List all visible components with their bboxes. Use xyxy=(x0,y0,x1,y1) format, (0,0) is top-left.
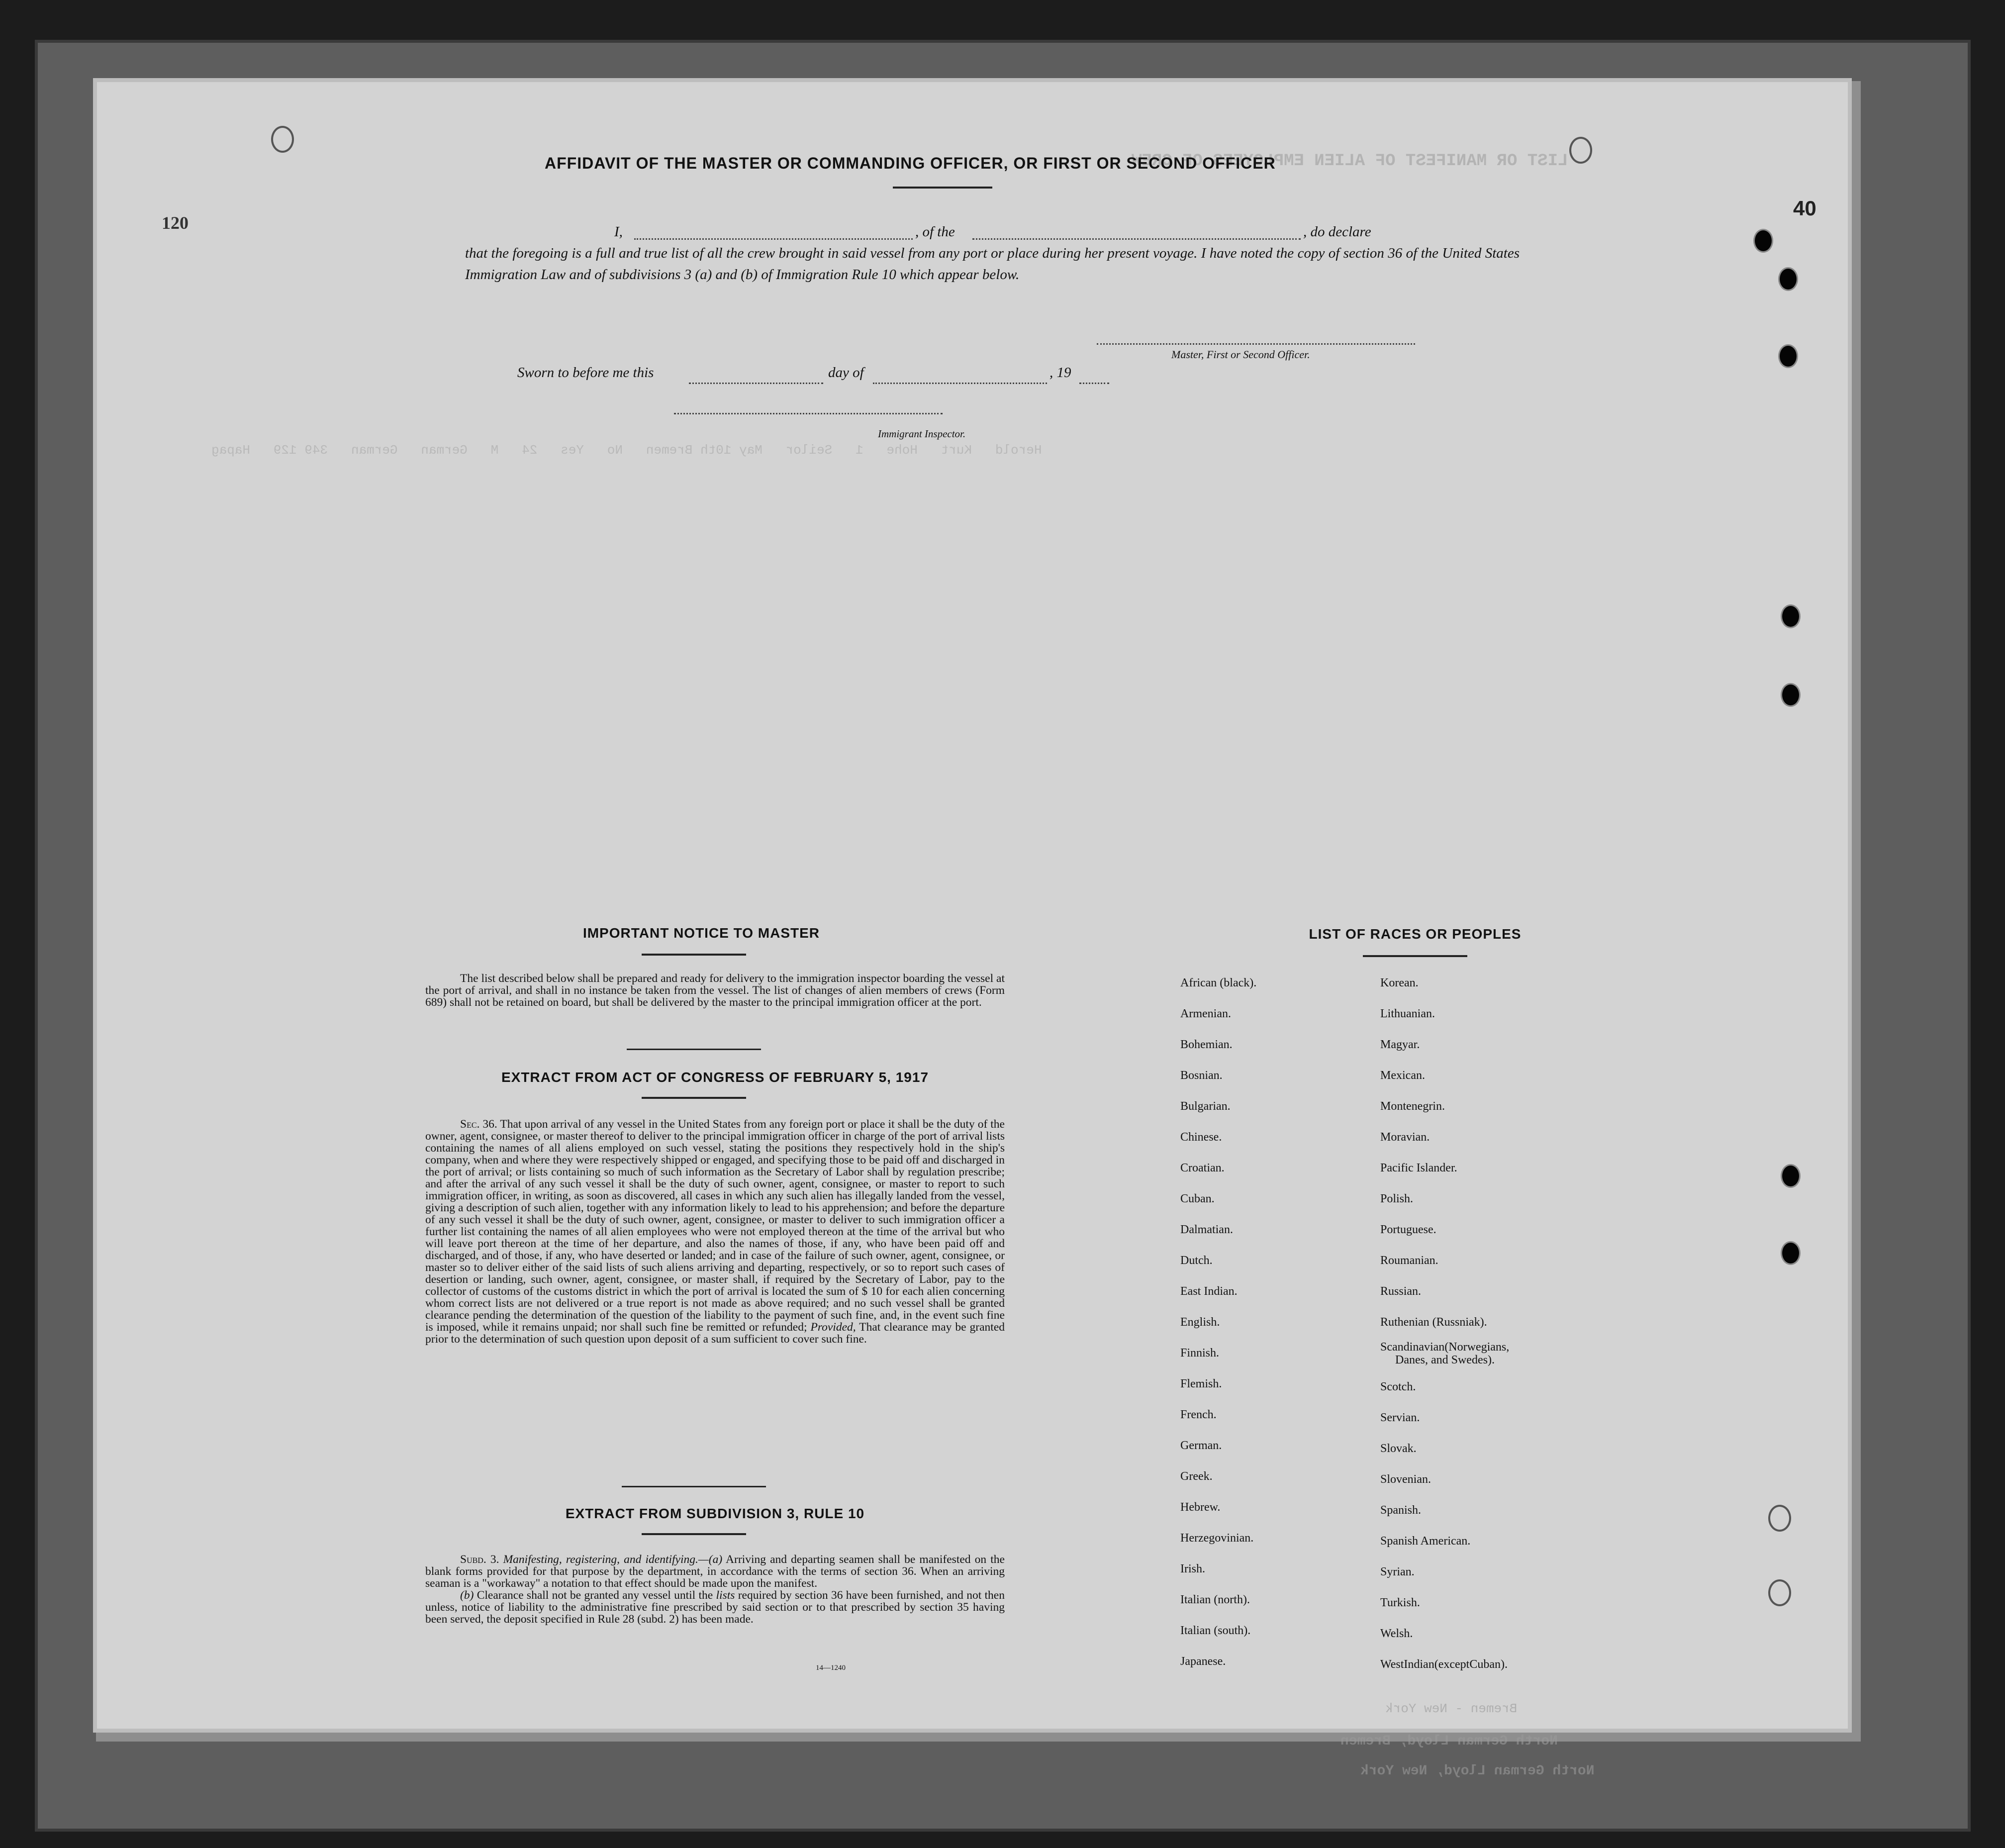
race-item: Japanese. xyxy=(1180,1655,1226,1668)
i-label: I, xyxy=(614,224,623,240)
form-number: 14—1240 xyxy=(816,1664,846,1672)
sworn-label: Sworn to before me this xyxy=(517,365,654,381)
binder-hole xyxy=(1753,229,1773,253)
bleed-through-bottom-1: Bremen - New York xyxy=(1385,1701,1518,1716)
binder-hole xyxy=(1781,604,1801,628)
race-item: Montenegrin. xyxy=(1380,1100,1445,1113)
race-item: German. xyxy=(1180,1439,1222,1452)
race-item: Magyar. xyxy=(1380,1038,1420,1051)
races-right-column xyxy=(1380,968,1509,1680)
race-item: Moravian. xyxy=(1380,1131,1430,1144)
race-item: Bulgarian. xyxy=(1180,1100,1231,1113)
master-signature-line[interactable] xyxy=(1097,343,1415,345)
inspector-signature-line[interactable] xyxy=(674,413,943,414)
race-item: Spanish. xyxy=(1380,1504,1422,1517)
race-item: Korean. xyxy=(1380,976,1419,989)
race-item: Bosnian. xyxy=(1180,1069,1223,1082)
paragraph-b-end: required by section 36 have been furnished, and not then unless, notice of liability to the administrative fine prescribed by said section or to that prescribed by section 35 having been served, the deposit specified in Rule 28 (subd. 2) has been made. xyxy=(425,1589,1005,1626)
race-item: Mexican. xyxy=(1380,1069,1425,1082)
name-field[interactable] xyxy=(634,238,913,240)
paragraph-b-start: Clearance shall not be granted any vessel until the xyxy=(477,1589,713,1602)
bleed-through-row: Herold Kurt Hohe 1 Seilor May 10th Bremen No Yes 24 M German German 349 129 Hapag xyxy=(211,443,1042,458)
race-item-line: Scandinavian(Norwegians, xyxy=(1380,1341,1510,1354)
race-item: Slovenian. xyxy=(1380,1473,1431,1486)
race-item: Spanish American. xyxy=(1380,1535,1471,1548)
race-item: English. xyxy=(1180,1316,1220,1329)
bleed-through-bottom-3: North German Lloyd, New York xyxy=(1360,1763,1595,1779)
master-signature-label: Master, First or Second Officer. xyxy=(1171,348,1310,361)
act-divider xyxy=(642,1097,746,1099)
race-item: Finnish. xyxy=(1180,1347,1220,1360)
race-item: Scotch. xyxy=(1380,1380,1416,1393)
race-item: Portuguese. xyxy=(1380,1223,1436,1236)
margin-number-left: 120 xyxy=(162,213,189,233)
rule-extract-body xyxy=(425,1554,1005,1625)
affidavit-body: that the foregoing is a full and true list of all the crew brought in said vessel from any port or place during her present voyage. I have noted the copy of section 36 of the United States Immigration Law and of subdivisions 3 (a) and (b) of Immigration Rule 10 which appear below. xyxy=(465,245,1520,283)
section-36-closing: That clearance may be granted prior to the determination of such question upon deposit of a sum sufficient to cover such fine. xyxy=(425,1321,1005,1346)
sworn-month-field[interactable] xyxy=(873,383,1047,384)
bleed-through-header: LIST OR MANIFEST OF ALIEN EMPLOYEES OF CREW xyxy=(1132,152,1568,171)
race-item: Greek. xyxy=(1180,1470,1213,1483)
affidavit-text xyxy=(465,221,1520,286)
bleed-through-bottom-2: North German Lloyd, Bremen xyxy=(1340,1734,1558,1749)
sworn-line xyxy=(517,365,1214,389)
of-the-label: , of the xyxy=(915,224,955,240)
vessel-field[interactable] xyxy=(972,238,1301,240)
races-divider xyxy=(1363,955,1467,957)
paragraph-b-label: (b) xyxy=(460,1589,474,1602)
section-label: Sec. 36. xyxy=(460,1118,497,1131)
paragraph-a: Arriving and departing seamen shall be manifested on the blank forms provided for that purpose by the department, in accordance with the terms of section 36. When an arriving seaman is a "workaway" a notation to that effect should be made upon the manifest. xyxy=(425,1553,1005,1590)
race-item: Italian (south). xyxy=(1180,1624,1251,1637)
punch-ring xyxy=(1569,137,1592,164)
race-item: Pacific Islander. xyxy=(1380,1162,1457,1174)
binder-hole xyxy=(1778,267,1798,291)
race-item: Syrian. xyxy=(1380,1565,1415,1578)
races-left-column xyxy=(1180,968,1256,1677)
day-of-label: day of xyxy=(828,365,864,381)
race-item: Croatian. xyxy=(1180,1162,1225,1174)
race-item: Slovak. xyxy=(1380,1442,1417,1455)
races-title: LIST OF RACES OR PEOPLES xyxy=(1309,926,1522,942)
race-item: East Indian. xyxy=(1180,1285,1238,1298)
race-item: French. xyxy=(1180,1408,1217,1421)
section-36-text: That upon arrival of any vessel in the United States from any foreign port or place it shall be the duty of the owner, agent, consignee, or master thereof to deliver to the principal immigration officer in charge of the port of arrival lists containing the names of all aliens employed on such vessel, stating the positions they respectively hold in the ship's company, when and where they were respectively shipped or engaged, and specifying those to be paid off and discharged in the port of arrival; or lists containing so much of such information as the Secretary of Labor shall by regulation prescribe; and after the arrival of any such vessel it shall be the duty of such owner, agent, consignee, or master to report to such immigration officer, in writing, as soon as discovered, all cases in which any such alien has illegally landed from the vessel, giving a description of such alien, together with any information likely to lead to his apprehension; and before the departure of any such vessel it shall be the duty of such owner, agent, consignee, or master to deliver to such immigration officer a further list containing the names of all alien employees who were not employed thereon at the time of the arrival but who will leave port thereon at the time of her departure, and also the names of those, if any, who have been paid off and discharged, and of those, if any, who have deserted or landed; and in case of the failure of such owner, agent, consignee, or master so to deliver either of the said lists of such aliens arriving and departing, respectively, or so to report such cases of desertion or landing, such owner, agent, consignee, or master shall, if required by the Secretary of Labor, pay to the collector of customs of the customs district in which the port of arrival is located the sum of $ 10 for each alien concerning whom correct lists are not delivered or a true report is not made as above required; and no such vessel shall be granted clearance pending the determination of the question of the liability to the payment of such fine, and, in the event such fine is imposed, while it remains unpaid; nor shall such fine be remitted or refunded; xyxy=(425,1118,1005,1334)
race-item: Armenian. xyxy=(1180,1007,1231,1020)
margin-number-right: 40 xyxy=(1793,196,1816,220)
race-item: Hebrew. xyxy=(1180,1501,1221,1514)
race-item: Flemish. xyxy=(1180,1377,1222,1390)
race-item: Dalmatian. xyxy=(1180,1223,1233,1236)
sworn-year-field[interactable] xyxy=(1079,383,1109,384)
punch-ring xyxy=(1768,1505,1791,1532)
race-item xyxy=(1380,1338,1509,1371)
race-item: Turkish. xyxy=(1380,1596,1420,1609)
notice-separator xyxy=(627,1049,761,1050)
subd-heading: Manifesting, registering, and identifying.—(a) xyxy=(503,1553,723,1566)
race-item: Roumanian. xyxy=(1380,1254,1438,1267)
race-item: Bohemian. xyxy=(1180,1038,1233,1051)
race-item: Russian. xyxy=(1380,1285,1422,1298)
race-item: Chinese. xyxy=(1180,1131,1222,1144)
notice-title: IMPORTANT NOTICE TO MASTER xyxy=(582,925,820,941)
rule-extract-title: EXTRACT FROM SUBDIVISION 3, RULE 10 xyxy=(565,1506,865,1521)
affidavit-title: AFFIDAVIT OF THE MASTER OR COMMANDING OFFICER, OR FIRST OR SECOND OFFICER xyxy=(545,154,1276,172)
race-item: Welsh. xyxy=(1380,1627,1413,1640)
race-item: Servian. xyxy=(1380,1411,1420,1424)
act-extract-title: EXTRACT FROM ACT OF CONGRESS OF FEBRUARY 5, 1917 xyxy=(501,1070,929,1085)
race-item: African (black). xyxy=(1180,976,1257,989)
inspector-signature-label: Immigrant Inspector. xyxy=(878,428,966,440)
race-item: WestIndian(exceptCuban). xyxy=(1380,1658,1508,1671)
binder-hole xyxy=(1781,1241,1801,1265)
race-item: Irish. xyxy=(1180,1562,1205,1575)
sworn-day-field[interactable] xyxy=(689,383,823,384)
act-separator xyxy=(622,1486,766,1487)
race-item: Lithuanian. xyxy=(1380,1007,1435,1020)
race-item: Italian (north). xyxy=(1180,1593,1250,1606)
paragraph-b-lists: lists xyxy=(716,1589,735,1602)
race-item: Dutch. xyxy=(1180,1254,1213,1267)
race-item: Polish. xyxy=(1380,1192,1414,1205)
race-item-line: Danes, and Swedes). xyxy=(1395,1354,1495,1366)
notice-divider xyxy=(642,954,746,956)
race-item: Ruthenian (Russniak). xyxy=(1380,1316,1487,1329)
provided-label: Provided, xyxy=(810,1321,856,1334)
race-item: Herzegovinian. xyxy=(1180,1532,1254,1545)
notice-body: The list described below shall be prepared and ready for delivery to the immigration inspector boarding the vessel at the port of arrival, and shall in no instance be taken from the vessel. The list of changes of alien members of crews (Form 689) shall not be retained on board, but shall be delivered by the master to the principal immigration officer at the port. xyxy=(425,972,1005,1009)
punch-ring xyxy=(271,126,294,153)
year-label: , 19 xyxy=(1050,365,1071,381)
binder-hole xyxy=(1781,1164,1801,1188)
declare-label: , do declare xyxy=(1303,224,1371,240)
punch-ring xyxy=(1768,1579,1791,1606)
rule-divider xyxy=(642,1533,746,1535)
title-divider xyxy=(893,187,992,189)
form-page xyxy=(97,82,1848,1779)
subd-label: Subd. 3. xyxy=(460,1553,499,1566)
race-item: Cuban. xyxy=(1180,1192,1215,1205)
binder-hole xyxy=(1781,683,1801,707)
binder-hole xyxy=(1778,344,1798,368)
act-extract-body xyxy=(425,1118,1005,1345)
